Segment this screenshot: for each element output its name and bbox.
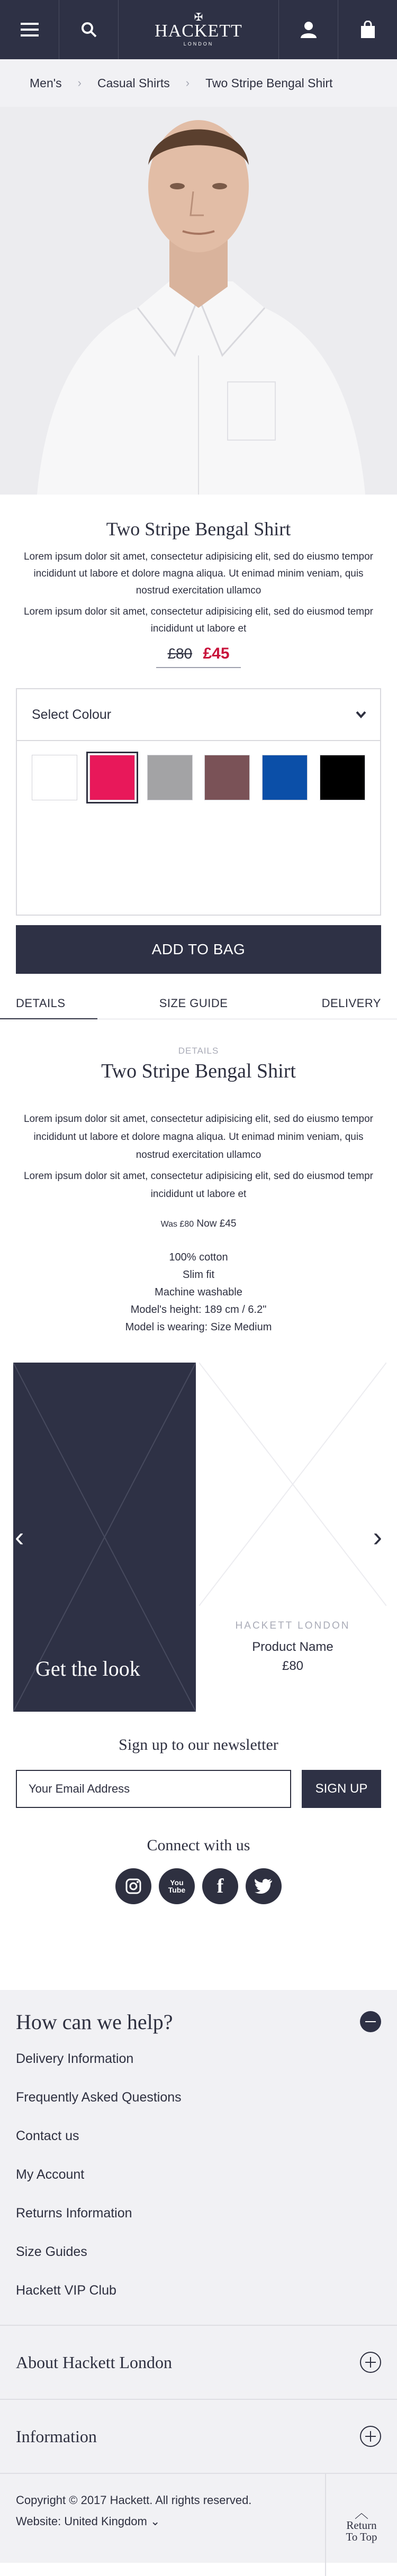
help-links bbox=[0, 2038, 397, 2322]
menu-button[interactable] bbox=[0, 0, 59, 59]
colour-swatch[interactable] bbox=[89, 755, 135, 800]
help-link-size-guides[interactable]: Size Guides bbox=[16, 2244, 87, 2259]
spec-item: 100% cotton bbox=[169, 1252, 228, 1263]
tab-size-guide[interactable]: SIZE GUIDE bbox=[159, 996, 228, 1010]
menu-icon bbox=[21, 22, 39, 37]
return-to-top-label-1: Return bbox=[346, 2518, 377, 2532]
price-divider bbox=[156, 667, 241, 668]
colour-swatch[interactable] bbox=[204, 755, 250, 800]
expand-icon[interactable] bbox=[360, 2352, 381, 2373]
bag-button[interactable] bbox=[338, 0, 397, 59]
help-link-contact[interactable]: Contact us bbox=[16, 2129, 79, 2143]
colour-picker bbox=[16, 688, 381, 916]
site-header bbox=[0, 0, 397, 59]
spec-item: Machine washable bbox=[155, 1286, 242, 1298]
collapse-icon[interactable] bbox=[360, 2011, 381, 2032]
tab-delivery[interactable]: DELIVERY bbox=[321, 996, 381, 1010]
product-image bbox=[0, 107, 397, 495]
email-field[interactable] bbox=[16, 1770, 291, 1808]
details-title: Two Stripe Bengal Shirt bbox=[101, 1060, 296, 1082]
bag-icon bbox=[360, 21, 375, 39]
colour-swatches bbox=[17, 741, 380, 800]
newsletter-form bbox=[16, 1770, 381, 1808]
details-description: Lorem ipsum dolor sit amet, consectetur adipisicing elit, sed do eiusmo tempor incididunt ut labore et dolore magna aliqua. Ut enimad minim veniam, quis nostrud exercitation ullamco bbox=[23, 1113, 374, 1161]
breadcrumb-current: Two Stripe Bengal Shirt bbox=[205, 76, 333, 90]
product-card-brand: HACKETT LONDON bbox=[235, 1620, 350, 1631]
carousel-next-icon[interactable]: › bbox=[373, 1522, 382, 1552]
expand-icon[interactable] bbox=[360, 2426, 381, 2447]
product-price bbox=[0, 645, 397, 663]
was-price: £80 bbox=[167, 645, 193, 662]
sign-up-button[interactable]: SIGN UP bbox=[302, 1770, 381, 1808]
chevron-down-icon bbox=[356, 711, 366, 718]
colour-select-label: Select Colour bbox=[32, 707, 112, 722]
carousel-prev-icon[interactable]: ‹ bbox=[15, 1522, 24, 1552]
search-icon bbox=[81, 22, 97, 38]
account-button[interactable] bbox=[278, 0, 338, 59]
social-links bbox=[0, 1868, 397, 1904]
website-selector[interactable] bbox=[16, 2511, 309, 2532]
user-icon bbox=[300, 21, 317, 38]
website-label: Website: United Kingdom bbox=[16, 2515, 147, 2528]
spec-item: Model is wearing: Size Medium bbox=[125, 1321, 272, 1333]
colour-swatch[interactable] bbox=[32, 755, 77, 800]
product-description: Lorem ipsum dolor sit amet, consectetur adipisicing elit, sed do eiusmo tempor incididunt ut labore et dolore magna aliqua. Ut enimad minim veniam, quis nostrud exercitation ullamco bbox=[23, 551, 374, 596]
help-link-account[interactable]: My Account bbox=[16, 2167, 85, 2182]
help-section bbox=[0, 1990, 397, 2563]
product-title: Two Stripe Bengal Shirt bbox=[106, 518, 291, 540]
chevron-up-icon: ︿ bbox=[354, 2505, 368, 2521]
details-was-price: Was £80 bbox=[160, 1220, 194, 1229]
help-link-vip-club[interactable]: Hackett VIP Club bbox=[16, 2283, 116, 2298]
search-button[interactable] bbox=[59, 0, 119, 59]
twitter-icon[interactable] bbox=[246, 1868, 282, 1904]
accordion-about-label: About Hackett London bbox=[16, 2352, 173, 2372]
brand-sub: LONDON bbox=[183, 41, 214, 47]
spec-item: Model's height: 189 cm / 6.2" bbox=[130, 1304, 267, 1316]
spec-item: Slim fit bbox=[183, 1269, 214, 1281]
get-the-look-carousel bbox=[0, 1363, 397, 1712]
help-link-returns[interactable]: Returns Information bbox=[16, 2206, 132, 2221]
product-card[interactable] bbox=[199, 1363, 386, 1712]
crest-icon: ✠ bbox=[194, 12, 203, 23]
product-card-name: Product Name bbox=[252, 1640, 333, 1654]
accordion-about[interactable] bbox=[0, 2325, 397, 2399]
chevron-right-icon: › bbox=[185, 76, 190, 89]
get-the-look-label: Get the look bbox=[35, 1657, 140, 1680]
product-specs bbox=[0, 1249, 397, 1336]
connect-title: Connect with us bbox=[147, 1837, 250, 1854]
colour-dropdown[interactable] bbox=[17, 689, 380, 741]
chevron-down-icon: ⌄ bbox=[150, 2515, 160, 2528]
help-header[interactable] bbox=[0, 2006, 397, 2038]
footer bbox=[0, 2473, 397, 2576]
tab-details[interactable]: DETAILS bbox=[16, 988, 66, 1019]
help-link-faq[interactable]: Frequently Asked Questions bbox=[16, 2090, 182, 2105]
newsletter-title: Sign up to our newsletter bbox=[119, 1736, 278, 1753]
accordion-information[interactable] bbox=[0, 2399, 397, 2473]
product-card-price: £80 bbox=[282, 1659, 304, 1673]
breadcrumb-casual-shirts[interactable]: Casual Shirts bbox=[97, 76, 170, 90]
return-to-top-label-2: To Top bbox=[346, 2530, 377, 2543]
brand-logo[interactable] bbox=[119, 0, 278, 59]
sale-price: £45 bbox=[203, 645, 230, 662]
return-to-top-button[interactable] bbox=[325, 2474, 397, 2576]
facebook-icon[interactable]: f bbox=[202, 1868, 238, 1904]
breadcrumb-mens[interactable]: Men's bbox=[30, 76, 62, 90]
brand-name: HACKETT bbox=[155, 21, 242, 41]
youtube-icon[interactable]: You Tube bbox=[159, 1868, 195, 1904]
colour-swatch[interactable] bbox=[320, 755, 365, 800]
help-link-delivery[interactable]: Delivery Information bbox=[16, 2051, 134, 2066]
colour-swatch[interactable] bbox=[262, 755, 308, 800]
chevron-right-icon: › bbox=[77, 76, 82, 89]
details-description-2: Lorem ipsum dolor sit amet, consectetur adipisicing elit, sed do eiusmod tempr incididunt ut labore et bbox=[23, 1171, 374, 1200]
breadcrumb bbox=[0, 59, 397, 107]
details-price bbox=[0, 1218, 397, 1230]
details-now-price: Now £45 bbox=[196, 1218, 237, 1229]
model-photo bbox=[0, 107, 397, 495]
add-to-bag-button[interactable]: ADD TO BAG bbox=[16, 925, 381, 974]
details-label: DETAILS bbox=[178, 1046, 219, 1056]
help-title: How can we help? bbox=[16, 2009, 173, 2034]
copyright-text: Copyright © 2017 Hackett. All rights reserved. bbox=[16, 2493, 252, 2507]
accordion-information-label: Information bbox=[16, 2426, 97, 2446]
placeholder-image bbox=[199, 1363, 386, 1606]
instagram-icon[interactable] bbox=[115, 1868, 151, 1904]
footer-legal bbox=[0, 2474, 325, 2576]
product-tabs bbox=[0, 988, 397, 1019]
get-the-look-panel[interactable] bbox=[13, 1363, 196, 1712]
product-description-2: Lorem ipsum dolor sit amet, consectetur adipisicing elit, sed do eiusmod tempr incididunt ut labore et bbox=[23, 606, 374, 634]
colour-swatch[interactable] bbox=[147, 755, 193, 800]
